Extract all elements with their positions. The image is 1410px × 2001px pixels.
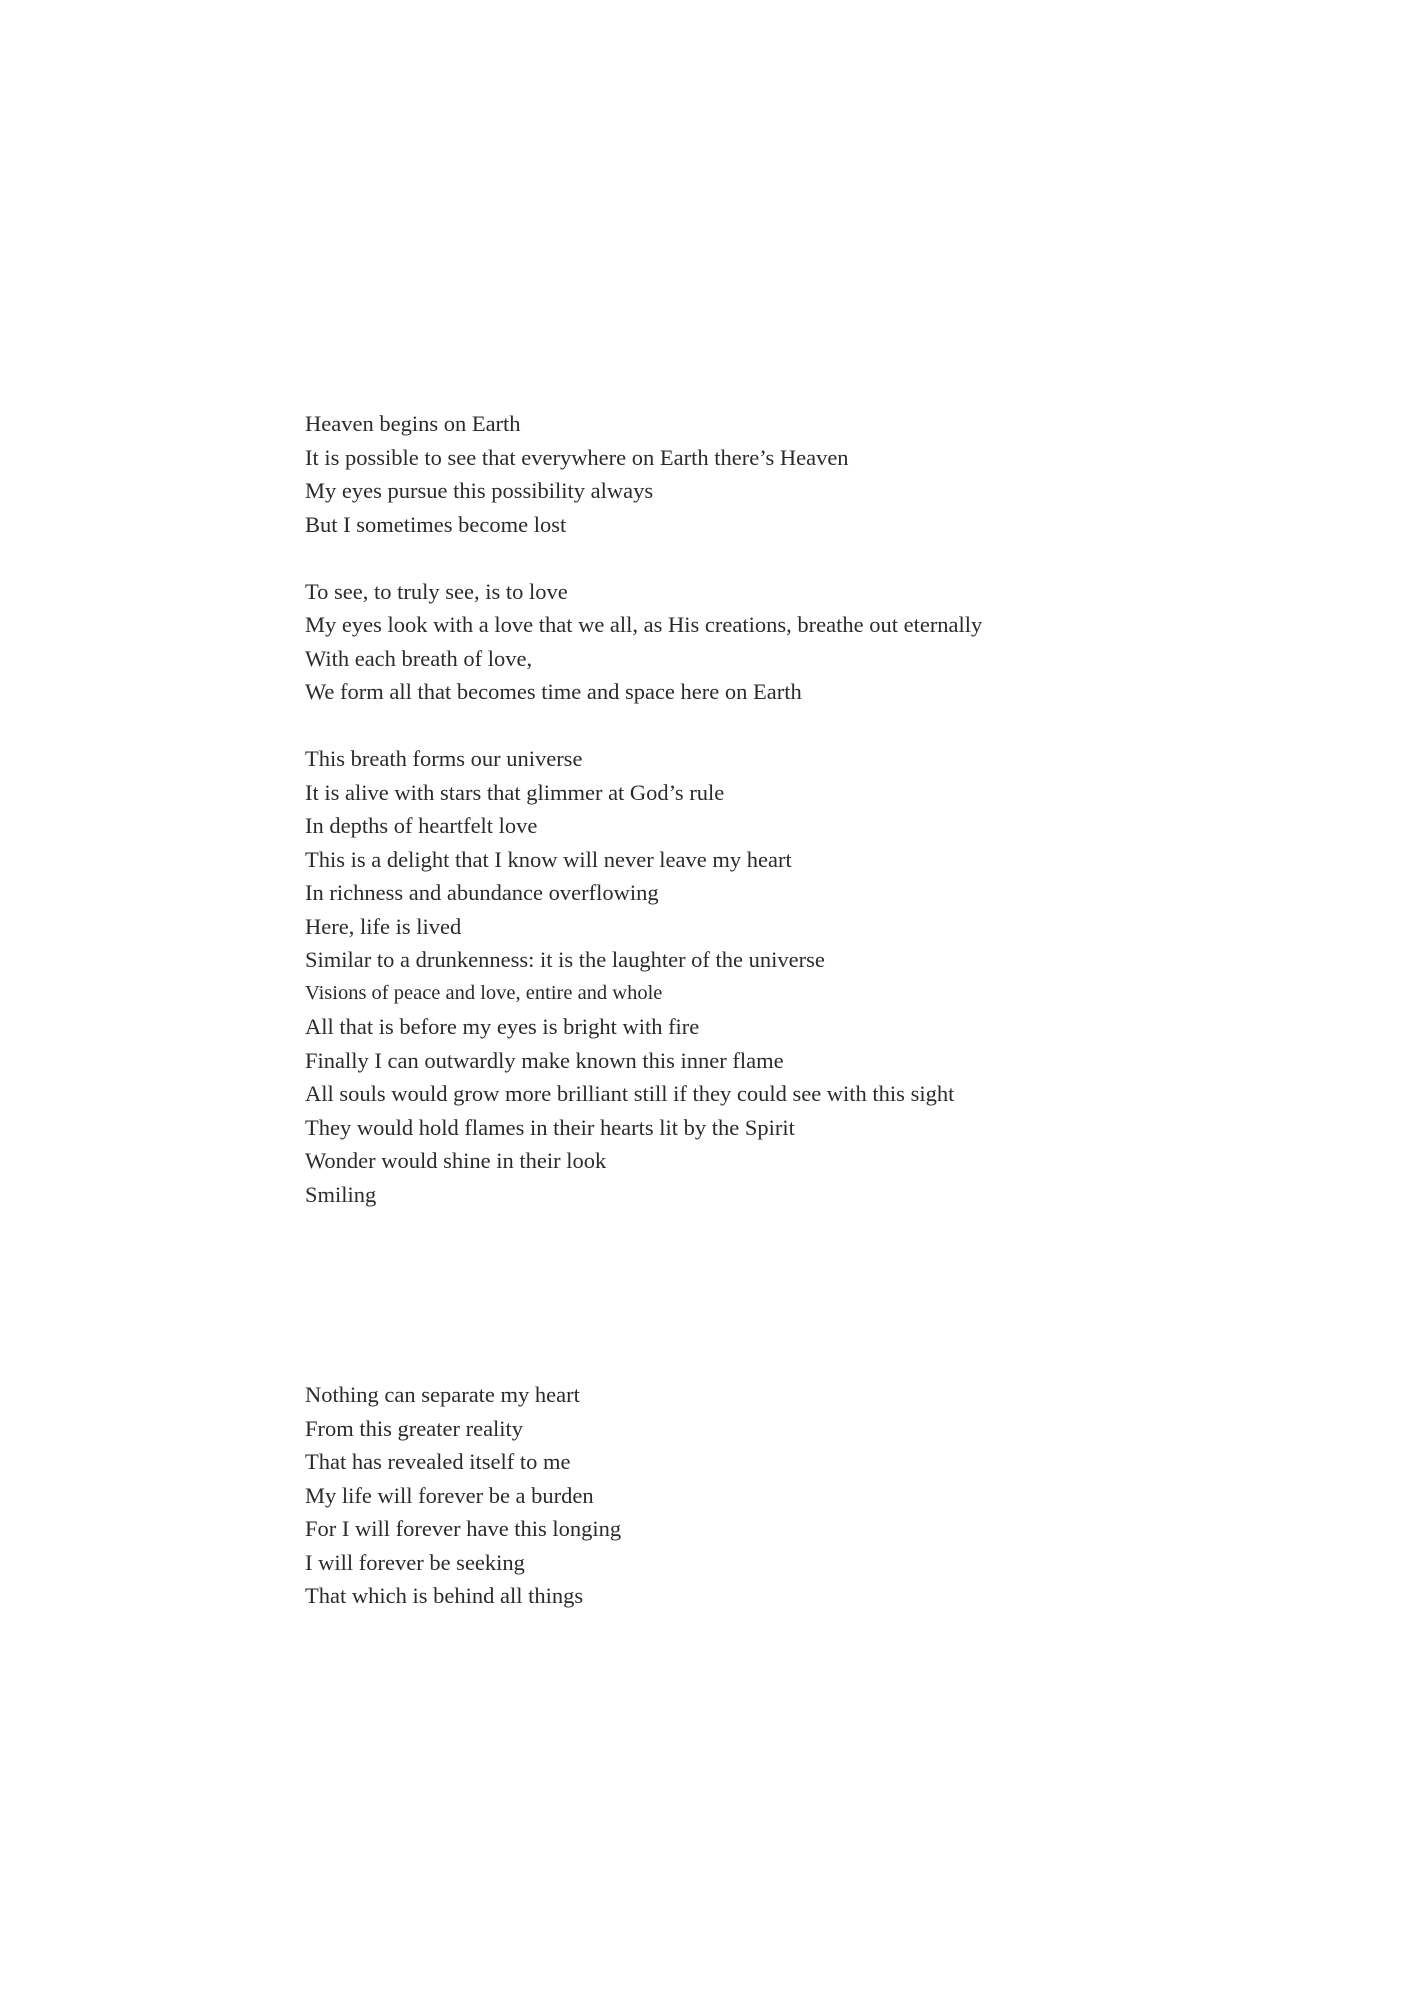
poem-line: Visions of peace and love, entire and whole [305,981,663,1004]
poem-line: My life will forever be a burden [305,1482,594,1508]
poem-line: Nothing can separate my heart [305,1382,580,1407]
poem-line: This is a delight that I know will never leave my heart [305,846,792,872]
poem-line: Heaven begins on Earth [305,411,521,436]
poem-line: They would hold flames in their hearts lit by the Spirit [305,1114,795,1140]
poem-line: With each breath of love, [305,645,533,671]
poem-line: All souls would grow more brilliant still if they could see with this sight [305,1081,955,1106]
poem-line: Similar to a drunkenness: it is the laughter of the universe [305,947,825,972]
poem-body [305,407,1305,1613]
poem-line: This breath forms our universe [305,746,583,771]
poem-line: Here, life is lived [305,913,462,939]
poem-line: That which is behind all things [305,1583,584,1608]
poem-line: Wonder would shine in their look [305,1148,607,1173]
poem-line: But I sometimes become lost [305,511,567,537]
poem-line: To see, to truly see, is to love [305,578,568,604]
stanza-3 [305,742,1305,1211]
poem-line: We form all that becomes time and space here on Earth [305,679,802,704]
stanza-1 [305,407,1305,541]
poem-line: It is possible to see that everywhere on Earth there’s Heaven [305,444,849,470]
poem-line: My eyes pursue this possibility always [305,478,654,503]
poem-line: I will forever be seeking [305,1549,525,1575]
poem-line: All that is before my eyes is bright with fire [305,1014,700,1039]
poem-line: For I will forever have this longing [305,1516,622,1541]
poem-line: My eyes look with a love that we all, as His creations, breathe out eternally [305,612,983,637]
poem-line: From this greater reality [305,1415,524,1441]
poem-line: In depths of heartfelt love [305,813,538,838]
stanza-4 [305,1378,1305,1613]
stanza-2 [305,575,1305,709]
poem-line: That has revealed itself to me [305,1449,571,1474]
poem-line: Smiling [305,1181,377,1207]
poem-line: In richness and abundance overflowing [305,880,659,905]
poem-line: It is alive with stars that glimmer at God’s rule [305,779,725,805]
poem-line: Finally I can outwardly make known this inner flame [305,1047,784,1073]
